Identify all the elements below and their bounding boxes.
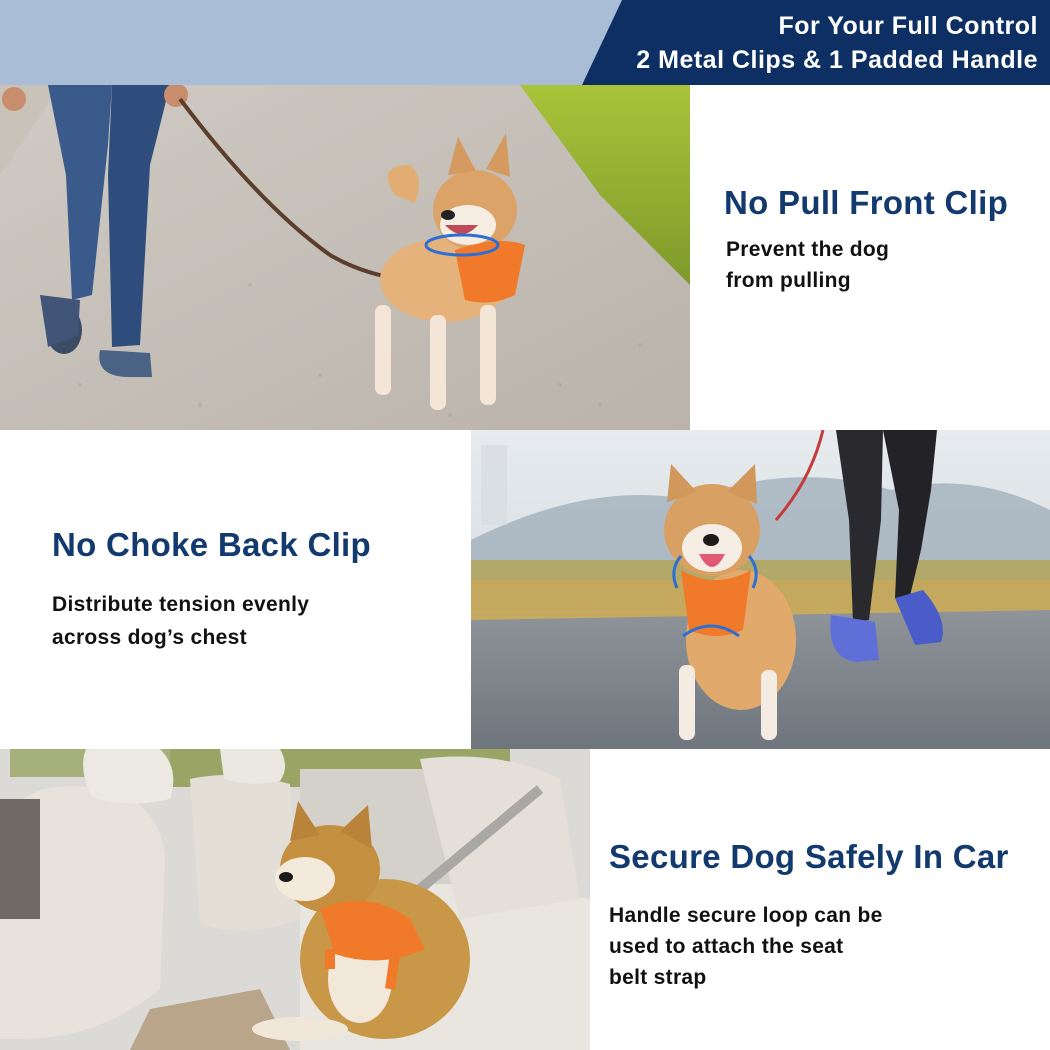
walking-dog-photo xyxy=(0,85,690,430)
desc-line: belt strap xyxy=(609,966,707,989)
desc-line: used to attach the seat xyxy=(609,935,844,958)
running-dog-photo xyxy=(471,430,1050,749)
car-seat-dog-photo xyxy=(0,749,590,1050)
feature-desc-front-clip xyxy=(726,234,1036,296)
desc-line: Distribute tension evenly xyxy=(52,593,310,616)
feature-title-front-clip: No Pull Front Clip xyxy=(724,184,1009,221)
header-banner xyxy=(0,0,1050,85)
desc-line: Prevent the dog xyxy=(726,238,890,261)
feature-title-back-clip: No Choke Back Clip xyxy=(52,526,371,563)
desc-line: across dog’s chest xyxy=(52,626,247,649)
header-line-2: 2 Metal Clips & 1 Padded Handle xyxy=(636,46,1038,74)
feature-desc-back-clip xyxy=(52,588,442,654)
header-text xyxy=(636,9,1038,77)
feature-desc-car-safety xyxy=(609,900,1029,993)
feature-title-car-safety: Secure Dog Safely In Car xyxy=(609,838,1009,875)
header-line-1: For Your Full Control xyxy=(778,12,1038,40)
desc-line: Handle secure loop can be xyxy=(609,904,883,927)
desc-line: from pulling xyxy=(726,269,851,292)
